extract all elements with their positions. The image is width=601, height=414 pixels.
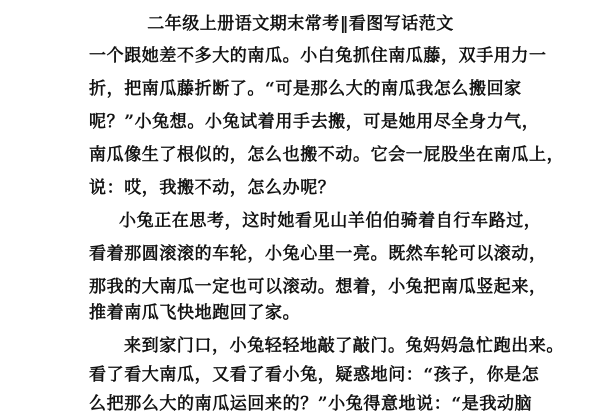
text-line: 呢？”小兔想。小兔试着用手去搬，可是她用尽全身力气， — [89, 112, 540, 132]
text-line: 看了看大南瓜，又看了看小兔，疑惑地问：“孩子，你是怎 — [89, 365, 540, 385]
text-line: 来到家门口，小兔轻轻地敲了敲门。兔妈妈急忙跑出来。 — [124, 336, 564, 356]
text-line: 南瓜像生了根似的，怎么也搬不动。它会一屁股坐在南瓜上， — [89, 145, 565, 165]
text-line: 么把那么大的南瓜运回来的？”小兔得意地说：“是我动脑 — [89, 394, 533, 414]
text-line: 那我的大南瓜一定也可以滚动。想着，小兔把南瓜竖起来， — [89, 277, 547, 297]
text-line: 说：哎，我搬不动，怎么办呢？ — [89, 178, 336, 198]
text-line: 折，把南瓜藤折断了。“可是那么大的南瓜我怎么搬回家 — [89, 79, 522, 99]
text-line: 小兔正在思考，这时她看见山羊伯伯骑着自行车路过， — [119, 211, 542, 231]
text-line: 推着南瓜飞快地跑回了家。 — [89, 303, 301, 323]
page-title: 二年级上册语文期末常考‖看图写话范文 — [147, 14, 454, 34]
text-line: 一个跟她差不多大的南瓜。小白兔抓住南瓜藤，双手用力一 — [89, 46, 547, 66]
text-line: 看着那圆滚滚的车轮，小兔心里一亮。既然车轮可以滚动， — [89, 244, 547, 264]
